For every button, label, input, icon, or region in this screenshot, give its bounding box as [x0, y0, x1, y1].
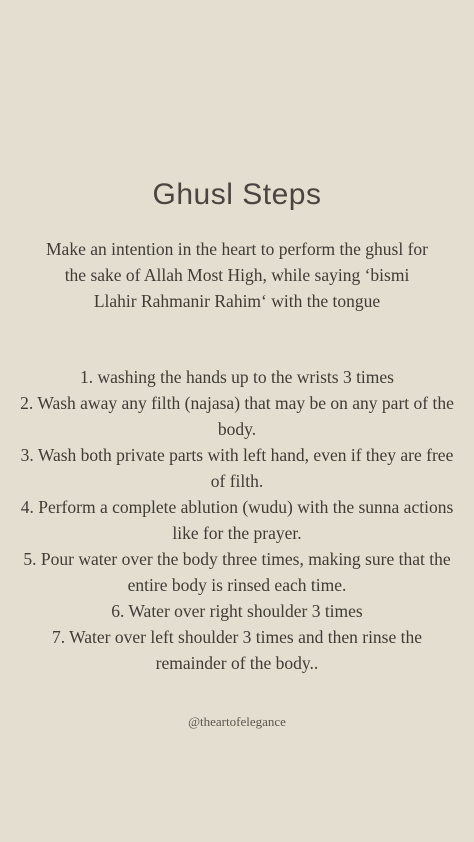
- step-item: 6. Water over right shoulder 3 times: [111, 601, 363, 621]
- step-item: 4. Perform a complete ablution (wudu) with the sunna actions like for the prayer.: [20, 497, 454, 543]
- step-item: 3. Wash both private parts with left hand, even if they are free of filth.: [20, 445, 454, 491]
- step-item: 2. Wash away any filth (najasa) that may be on any part of the body.: [20, 393, 454, 439]
- step-item: 1. washing the hands up to the wrists 3 times: [79, 367, 394, 387]
- steps-list: [20, 364, 454, 676]
- step-item: 5. Pour water over the body three times, making sure that the entire body is rinsed each time.: [23, 549, 451, 595]
- author-handle: @theartofelegance: [188, 714, 286, 729]
- step-item: 7. Water over left shoulder 3 times and then rinse the remainder of the body..: [51, 627, 423, 673]
- intention-text: Make an intention in the heart to perform the ghusl for the sake of Allah Most High, while saying ‘bismi Llahir Rahmanir Rahim‘ with the tongue: [46, 239, 428, 311]
- page-title: Ghusl Steps: [152, 178, 322, 211]
